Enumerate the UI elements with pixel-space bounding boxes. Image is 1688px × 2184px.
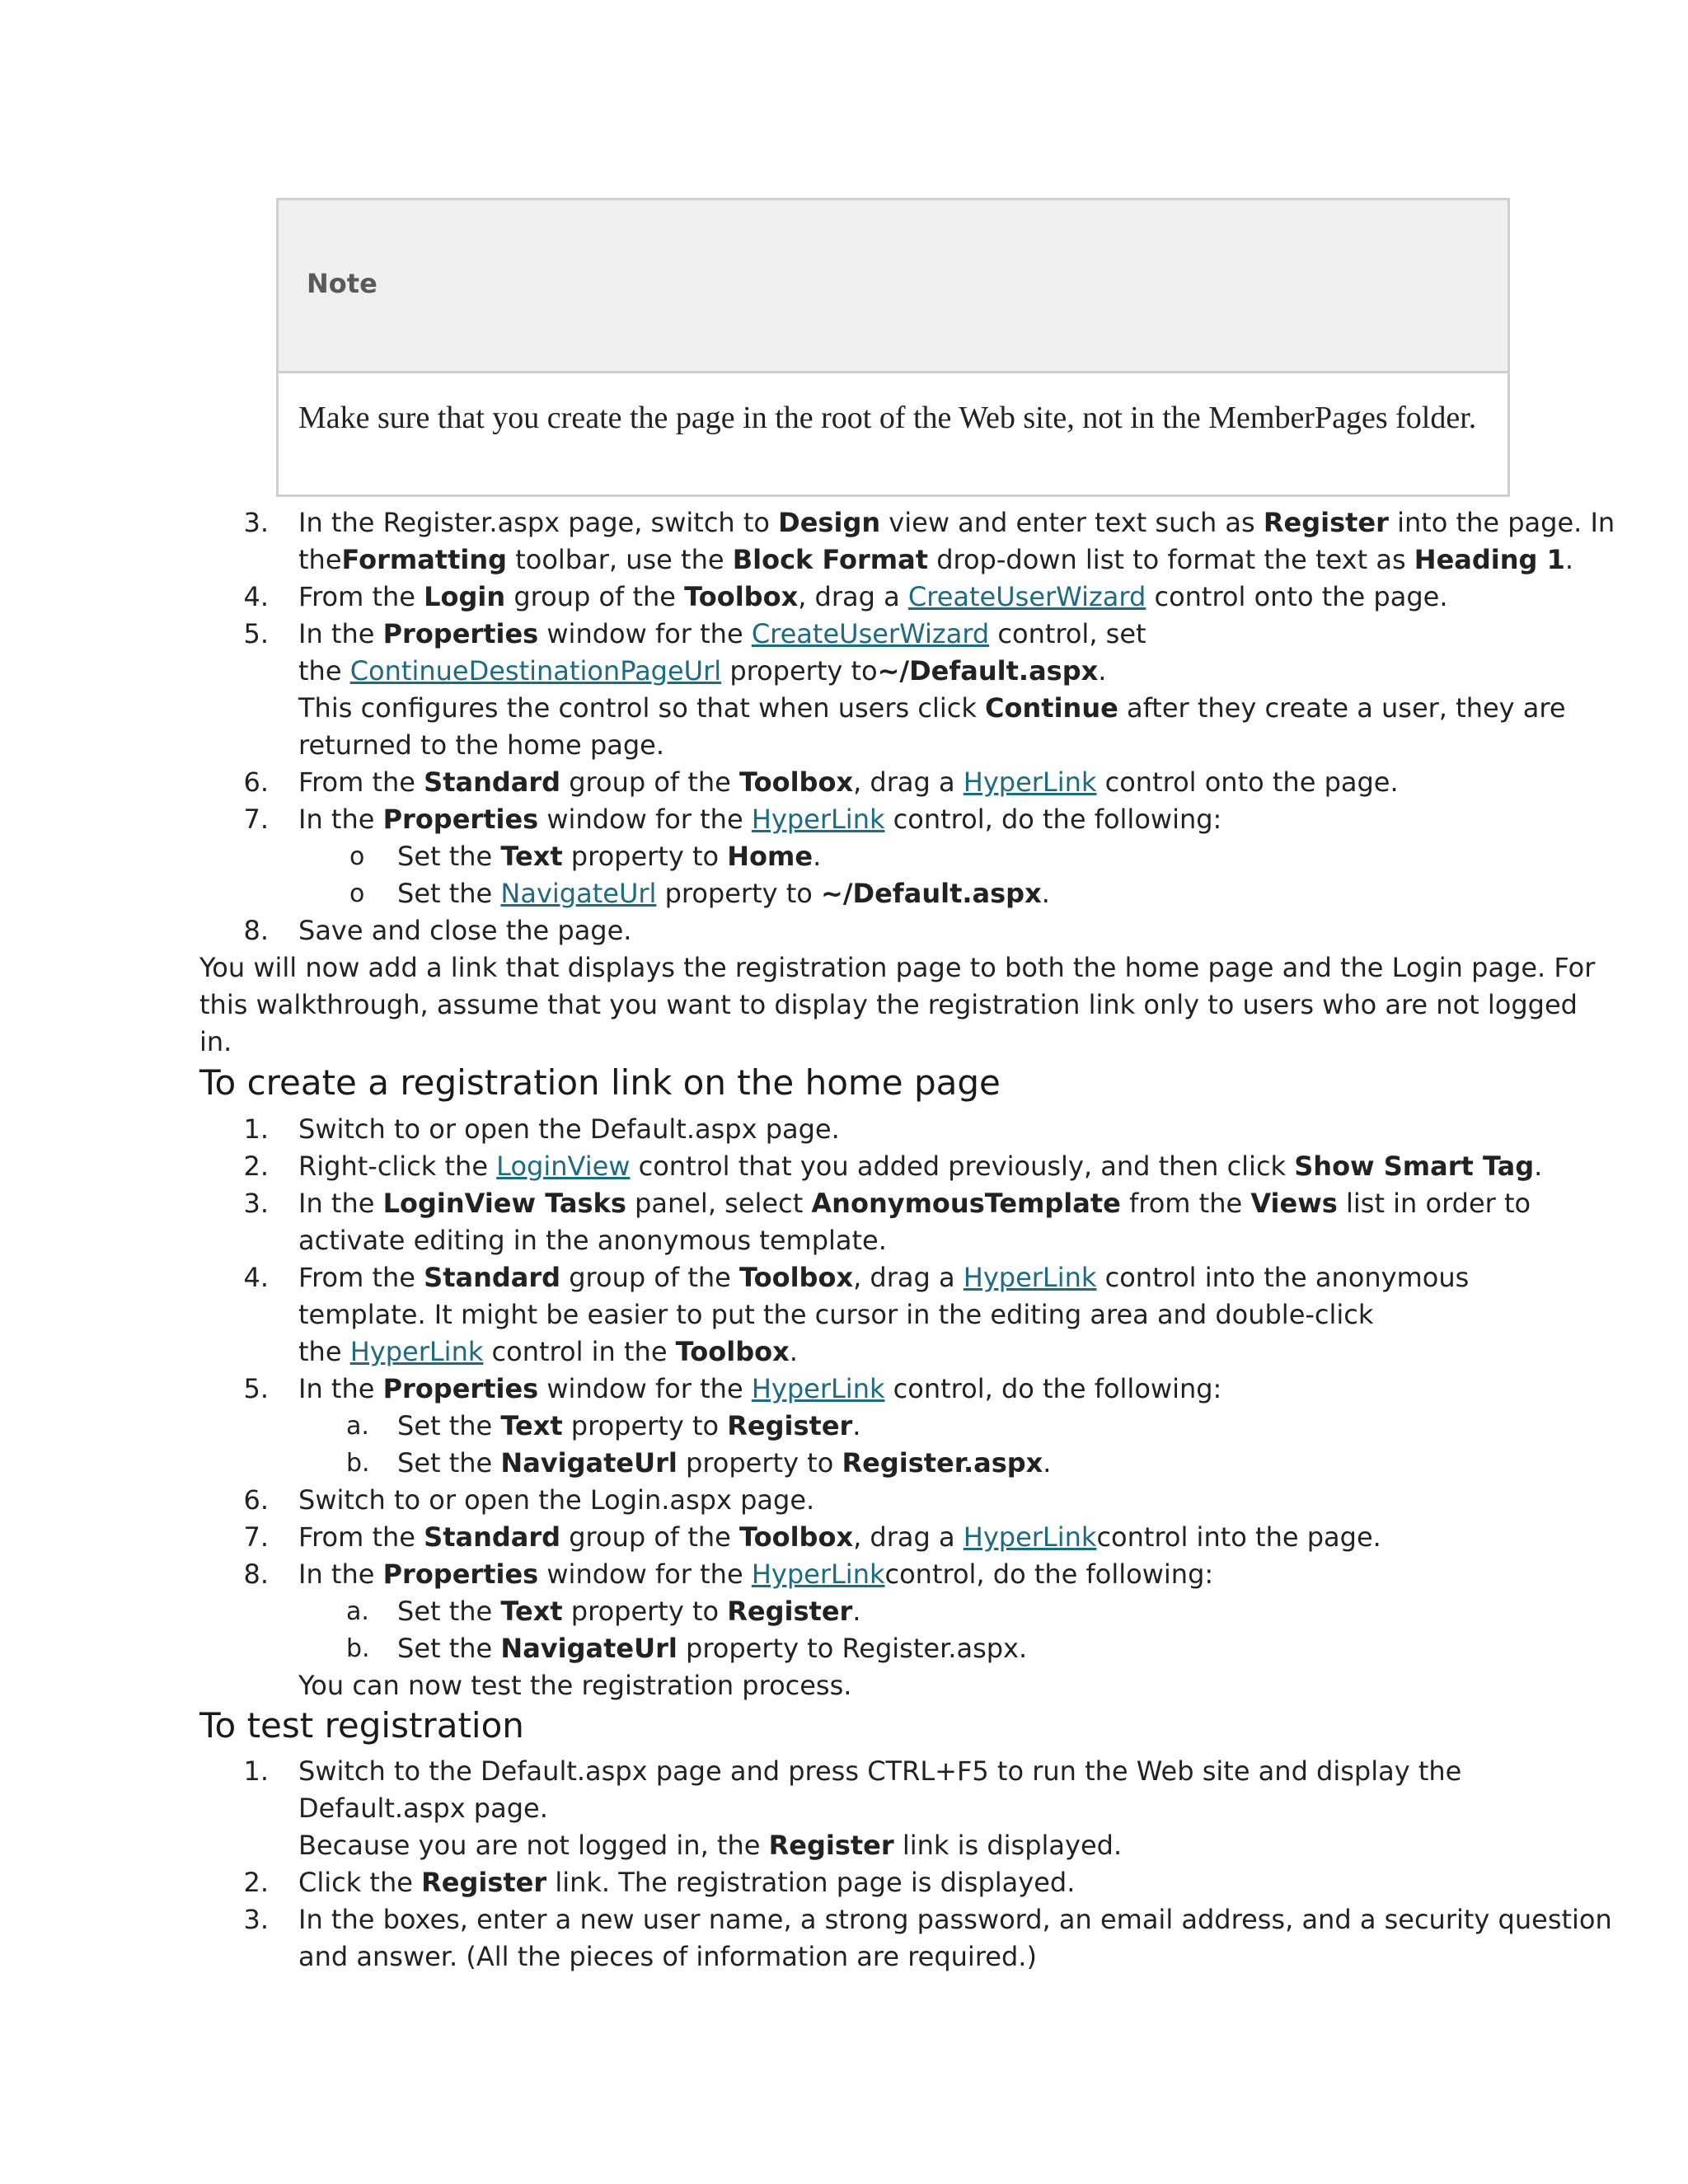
list-number: 3.	[243, 507, 269, 538]
paragraph-line: You will now add a link that displays the registration page to both the home page and the Login page. For	[199, 952, 1596, 983]
list-item: In the Register.aspx page, switch to Design view and enter text such as Register into the page. In	[298, 507, 1615, 538]
note-header	[279, 200, 1507, 373]
hyperlink-link[interactable]: HyperLink	[751, 804, 885, 835]
list-item-continued: activate editing in the anonymous template.	[298, 1225, 887, 1256]
hyperlink-link[interactable]: HyperLink	[751, 1558, 885, 1590]
list-item-continued: the ContinueDestinationPageUrl property to~/Default.aspx.	[298, 655, 1107, 687]
list-item: In the Properties window for the HyperLink control, do the following:	[298, 804, 1222, 835]
list-number: 8.	[243, 915, 269, 946]
list-item-continued: and answer. (All the pieces of information are required.)	[298, 1941, 1037, 1972]
note-text: Make sure that you create the page in the root of the Web site, not in the MemberPages folder.	[298, 401, 1477, 435]
list-item: From the Standard group of the Toolbox, drag a HyperLink control into the anonymous	[298, 1262, 1470, 1293]
list-item: From the Login group of the Toolbox, drag a CreateUserWizard control onto the page.	[298, 581, 1448, 612]
list-number: 3.	[243, 1188, 269, 1219]
list-number: 6.	[243, 766, 269, 798]
list-item: In the Properties window for the HyperLinkcontrol, do the following:	[298, 1558, 1214, 1590]
bullet-marker: b.	[346, 1449, 370, 1478]
list-item: Switch to the Default.aspx page and press CTRL+F5 to run the Web site and display the	[298, 1755, 1462, 1787]
note-title: Note	[307, 268, 377, 299]
paragraph-line: in.	[199, 1026, 232, 1057]
list-item-continued: template. It might be easier to put the cursor in the editing area and double-click	[298, 1299, 1374, 1330]
list-number: 3.	[243, 1904, 269, 1935]
list-number: 1.	[243, 1755, 269, 1787]
list-item: Switch to or open the Default.aspx page.	[298, 1113, 840, 1145]
list-item: In the boxes, enter a new user name, a strong password, an email address, and a security question	[298, 1904, 1612, 1935]
bullet-marker: b.	[346, 1634, 370, 1663]
list-item: From the Standard group of the Toolbox, drag a HyperLink control onto the page.	[298, 766, 1399, 798]
sub-list-item: Set the NavigateUrl property to ~/Default.aspx.	[397, 878, 1050, 909]
list-item-note: returned to the home page.	[298, 729, 664, 761]
list-number: 1.	[243, 1113, 269, 1145]
list-item: Save and close the page.	[298, 915, 632, 946]
bullet-marker: o	[349, 842, 365, 871]
section-heading-registration-link: To create a registration link on the home page	[199, 1062, 1001, 1103]
list-number: 4.	[243, 1262, 269, 1293]
hyperlink-link[interactable]: HyperLink	[963, 766, 1097, 798]
bullet-marker: a.	[346, 1412, 369, 1441]
bullet-marker: o	[349, 879, 365, 908]
section-heading-test-registration: To test registration	[199, 1705, 524, 1746]
sub-list-item: Set the NavigateUrl property to Register.aspx.	[397, 1447, 1052, 1479]
list-item: Click the Register link. The registration page is displayed.	[298, 1867, 1076, 1898]
list-number: 2.	[243, 1151, 269, 1182]
navigateurl-link[interactable]: NavigateUrl	[500, 878, 657, 909]
list-item: From the Standard group of the Toolbox, drag a HyperLinkcontrol into the page.	[298, 1521, 1381, 1553]
list-item: In the LoginView Tasks panel, select AnonymousTemplate from the Views list in order to	[298, 1188, 1531, 1219]
list-number: 2.	[243, 1867, 269, 1898]
list-item-continued: the HyperLink control in the Toolbox.	[298, 1336, 798, 1367]
hyperlink-link[interactable]: HyperLink	[963, 1262, 1097, 1293]
list-item-continued: theFormatting toolbar, use the Block Format drop-down list to format the text as Heading 1.	[298, 544, 1573, 575]
list-item-note: This configures the control so that when users click Continue after they create a user, they are	[298, 692, 1566, 724]
paragraph-line: this walkthrough, assume that you want to display the registration link only to users who are not logged	[199, 989, 1578, 1020]
list-item-note: Because you are not logged in, the Register link is displayed.	[298, 1830, 1123, 1861]
createuserwizard-link[interactable]: CreateUserWizard	[751, 618, 990, 649]
list-number: 8.	[243, 1558, 269, 1590]
list-number: 5.	[243, 1373, 269, 1404]
list-item: In the Properties window for the HyperLink control, do the following:	[298, 1373, 1222, 1404]
hyperlink-link[interactable]: HyperLink	[349, 1336, 484, 1367]
createuserwizard-link[interactable]: CreateUserWizard	[907, 581, 1146, 612]
sub-list-item: Set the Text property to Home.	[397, 841, 822, 872]
list-item: Switch to or open the Login.aspx page.	[298, 1484, 815, 1516]
list-number: 4.	[243, 581, 269, 612]
list-number: 5.	[243, 618, 269, 649]
hyperlink-link[interactable]: HyperLink	[751, 1373, 885, 1404]
hyperlink-link[interactable]: HyperLink	[963, 1521, 1097, 1553]
loginview-link[interactable]: LoginView	[496, 1151, 631, 1182]
list-number: 7.	[243, 1521, 269, 1553]
sub-list-item: Set the Text property to Register.	[397, 1596, 861, 1627]
section-closing-note: You can now test the registration process.	[298, 1670, 852, 1701]
bullet-marker: a.	[346, 1597, 369, 1626]
list-item: Right-click the LoginView control that you added previously, and then click Show Smart Tag.	[298, 1151, 1543, 1182]
list-item: In the Properties window for the CreateUserWizard control, set	[298, 618, 1146, 649]
list-number: 6.	[243, 1484, 269, 1516]
note-box	[276, 198, 1510, 497]
sub-list-item: Set the NavigateUrl property to Register.aspx.	[397, 1633, 1028, 1664]
list-item-continued: Default.aspx page.	[298, 1793, 548, 1824]
continuedestinationpageurl-link[interactable]: ContinueDestinationPageUrl	[349, 655, 722, 687]
list-number: 7.	[243, 804, 269, 835]
sub-list-item: Set the Text property to Register.	[397, 1410, 861, 1441]
